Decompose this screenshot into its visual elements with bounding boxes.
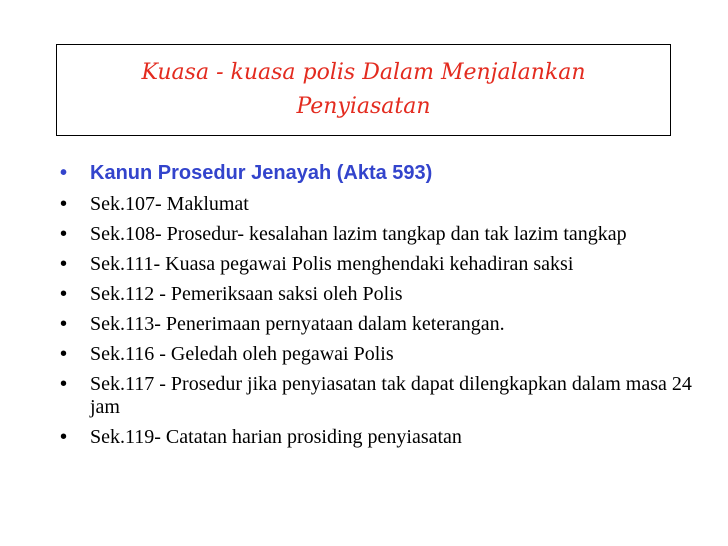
bullet-item <box>58 283 718 306</box>
bullet-text: Sek.116 - Geledah oleh pegawai Polis <box>90 343 394 365</box>
bullet-item <box>58 253 718 276</box>
bullet-text: Sek.117 - Prosedur jika penyiasatan tak dapat dilengkapkan dalam masa 24 jam <box>90 373 692 418</box>
bullet-text: Sek.108- Prosedur- kesalahan lazim tangkap dan tak lazim tangkap <box>90 223 627 245</box>
bullet-text: Sek.113- Penerimaan pernyataan dalam keterangan. <box>90 313 505 335</box>
bullet-text: Sek.112 - Pemeriksaan saksi oleh Polis <box>90 283 403 305</box>
bullet-text: Kanun Prosedur Jenayah (Akta 593) <box>90 162 433 184</box>
bullet-item <box>58 223 718 246</box>
bullet-list <box>58 162 718 456</box>
bullet-dot-icon: • <box>60 373 68 395</box>
slide-title-line-1: Kuasa - kuasa polis Dalam Menjalankan <box>141 60 586 85</box>
bullet-dot-icon: • <box>60 313 68 335</box>
bullet-text: Sek.119- Catatan harian prosiding penyiasatan <box>90 426 462 448</box>
bullet-item <box>58 426 718 449</box>
bullet-heading <box>58 162 718 185</box>
bullet-dot-icon: • <box>60 283 68 305</box>
bullet-item <box>58 343 718 366</box>
bullet-text: Sek.111- Kuasa pegawai Polis menghendaki kehadiran saksi <box>90 253 574 275</box>
slide-title-box <box>56 44 671 136</box>
bullet-dot-icon: • <box>60 253 68 275</box>
bullet-text: Sek.107- Maklumat <box>90 193 249 215</box>
slide-title-line-2: Penyiasatan <box>296 94 431 119</box>
bullet-item <box>58 193 718 216</box>
bullet-dot-icon: • <box>60 223 68 245</box>
bullet-dot-icon: • <box>60 426 68 448</box>
bullet-dot-icon: • <box>60 193 68 215</box>
bullet-dot-icon: • <box>60 162 68 184</box>
bullet-item <box>58 313 718 336</box>
bullet-item <box>58 373 718 419</box>
bullet-dot-icon: • <box>60 343 68 365</box>
